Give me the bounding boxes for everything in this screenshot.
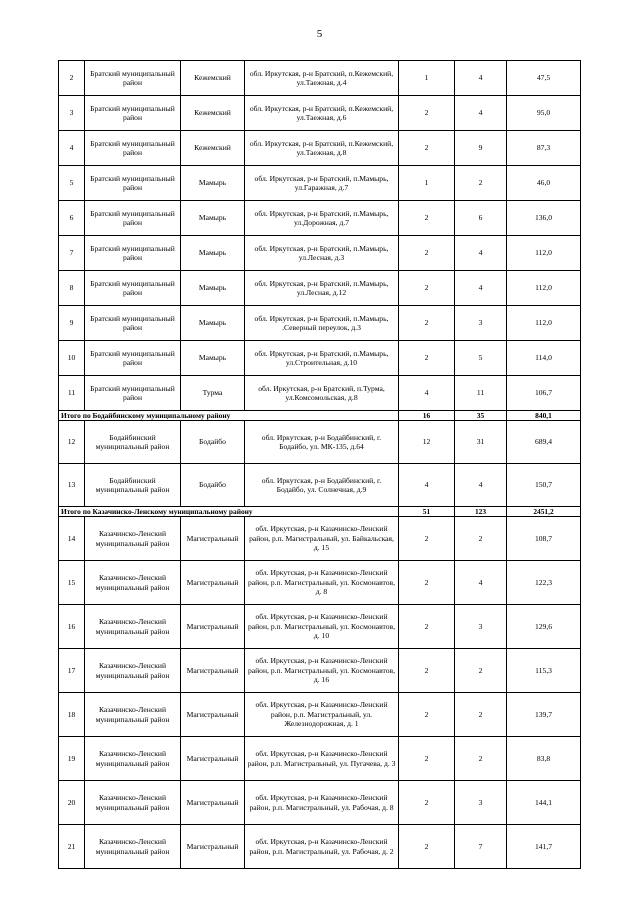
district-cell: Бодайбинский муниципальный район <box>85 421 181 464</box>
residents-count-cell: 31 <box>455 421 507 464</box>
table-body <box>59 61 581 869</box>
table-row <box>59 271 581 306</box>
row-number-cell: 15 <box>59 561 85 605</box>
table-row <box>59 421 581 464</box>
apartments-count-cell: 12 <box>399 421 455 464</box>
residents-count-cell: 2 <box>455 693 507 737</box>
address-cell: обл. Иркутская, р-н Братский, п.Кежемский, ул.Таежная, д.4 <box>245 61 399 96</box>
residents-count-cell: 3 <box>455 306 507 341</box>
apartments-count-cell: 1 <box>399 61 455 96</box>
area-cell: 129,6 <box>507 605 581 649</box>
address-cell: обл. Иркутская, р-н Бодайбинский, г. Бодайбо, ул. Солнечная, д.9 <box>245 464 399 507</box>
residents-count-cell: 3 <box>455 781 507 825</box>
table-row <box>59 96 581 131</box>
residents-count-cell: 9 <box>455 131 507 166</box>
residents-count-cell: 2 <box>455 166 507 201</box>
address-cell: обл. Иркутская, р-н Казачинско-Ленский район, р.п. Магистральный, ул. Железнодорожная, д. 1 <box>245 693 399 737</box>
apartments-count-cell: 2 <box>399 341 455 376</box>
area-cell: 112,0 <box>507 306 581 341</box>
row-number-cell: 20 <box>59 781 85 825</box>
district-cell: Братский муниципальный район <box>85 341 181 376</box>
address-cell: обл. Иркутская, р-н Братский, п.Турма, ул.Комсомольская, д.8 <box>245 376 399 411</box>
address-cell: обл. Иркутская, р-н Братский, п.Мамырь, ул.Лесная, д.12 <box>245 271 399 306</box>
settlement-cell: Магистральный <box>181 781 245 825</box>
area-cell: 139,7 <box>507 693 581 737</box>
row-number-cell: 18 <box>59 693 85 737</box>
settlement-cell: Магистральный <box>181 649 245 693</box>
area-cell: 150,7 <box>507 464 581 507</box>
table-row <box>59 693 581 737</box>
residents-count-cell: 6 <box>455 201 507 236</box>
table-row <box>59 341 581 376</box>
residents-count-cell: 2 <box>455 517 507 561</box>
settlement-cell: Мамырь <box>181 271 245 306</box>
address-cell: обл. Иркутская, р-н Казачинско-Ленский район, р.п. Магистральный, ул. Пугачева, д. 3 <box>245 737 399 781</box>
area-cell: 114,0 <box>507 341 581 376</box>
table-row <box>59 781 581 825</box>
address-cell: обл. Иркутская, р-н Казачинско-Ленский район, р.п. Магистральный, ул. Рабочая, д. 8 <box>245 781 399 825</box>
row-number-cell: 13 <box>59 464 85 507</box>
settlement-cell: Магистральный <box>181 561 245 605</box>
row-number-cell: 10 <box>59 341 85 376</box>
settlement-cell: Мамырь <box>181 236 245 271</box>
address-cell: обл. Иркутская, р-н Казачинско-Ленский район, р.п. Магистральный, ул. Рабочая, д. 2 <box>245 825 399 869</box>
apartments-count-cell: 2 <box>399 825 455 869</box>
total-residents-cell: 35 <box>455 411 507 421</box>
settlement-cell: Магистральный <box>181 693 245 737</box>
apartments-count-cell: 2 <box>399 271 455 306</box>
table-row <box>59 166 581 201</box>
table-row <box>59 61 581 96</box>
settlement-cell: Магистральный <box>181 825 245 869</box>
address-cell: обл. Иркутская, р-н Братский, п.Мамырь, ул.Гаражная, д.7 <box>245 166 399 201</box>
apartments-count-cell: 2 <box>399 517 455 561</box>
settlement-cell: Бодайбо <box>181 464 245 507</box>
area-cell: 83,8 <box>507 737 581 781</box>
total-residents-cell: 123 <box>455 507 507 517</box>
apartments-count-cell: 4 <box>399 376 455 411</box>
residents-count-cell: 4 <box>455 236 507 271</box>
row-number-cell: 7 <box>59 236 85 271</box>
district-cell: Казачинско-Ленский муниципальный район <box>85 737 181 781</box>
address-cell: обл. Иркутская, р-н Братский, п.Мамырь, ул.Лесная, д.3 <box>245 236 399 271</box>
row-number-cell: 5 <box>59 166 85 201</box>
table-row <box>59 464 581 507</box>
apartments-count-cell: 2 <box>399 236 455 271</box>
apartments-count-cell: 2 <box>399 737 455 781</box>
table-row <box>59 201 581 236</box>
district-cell: Казачинско-Ленский муниципальный район <box>85 781 181 825</box>
settlement-cell: Магистральный <box>181 517 245 561</box>
residents-count-cell: 4 <box>455 61 507 96</box>
district-cell: Казачинско-Ленский муниципальный район <box>85 605 181 649</box>
apartments-count-cell: 2 <box>399 306 455 341</box>
settlement-cell: Магистральный <box>181 605 245 649</box>
apartments-count-cell: 2 <box>399 781 455 825</box>
apartments-count-cell: 4 <box>399 464 455 507</box>
district-cell: Братский муниципальный район <box>85 166 181 201</box>
district-cell: Братский муниципальный район <box>85 201 181 236</box>
table-row <box>59 561 581 605</box>
total-apartments-cell: 51 <box>399 507 455 517</box>
address-cell: обл. Иркутская, р-н Братский, п.Кежемский, ул.Таежная, д.8 <box>245 131 399 166</box>
district-cell: Братский муниципальный район <box>85 131 181 166</box>
area-cell: 122,3 <box>507 561 581 605</box>
row-number-cell: 21 <box>59 825 85 869</box>
settlement-cell: Бодайбо <box>181 421 245 464</box>
total-area-cell: 2451,2 <box>507 507 581 517</box>
total-area-cell: 840,1 <box>507 411 581 421</box>
address-cell: обл. Иркутская, р-н Бодайбинский, г. Бодайбо, ул. МК-135, д.64 <box>245 421 399 464</box>
table-row <box>59 131 581 166</box>
table-row <box>59 737 581 781</box>
address-cell: обл. Иркутская, р-н Казачинско-Ленский район, р.п. Магистральный, ул. Космонавтов, д. 16 <box>245 649 399 693</box>
row-number-cell: 6 <box>59 201 85 236</box>
district-cell: Братский муниципальный район <box>85 376 181 411</box>
area-cell: 144,1 <box>507 781 581 825</box>
table-row <box>59 376 581 411</box>
table-row <box>59 517 581 561</box>
district-cell: Казачинско-Ленский муниципальный район <box>85 693 181 737</box>
district-cell: Братский муниципальный район <box>85 96 181 131</box>
residents-count-cell: 5 <box>455 341 507 376</box>
address-cell: обл. Иркутская, р-н Казачинско-Ленский район, р.п. Магистральный, ул. Космонавтов, д. 8 <box>245 561 399 605</box>
address-cell: обл. Иркутская, р-н Братский, п.Кежемский, ул.Таежная, д.6 <box>245 96 399 131</box>
row-number-cell: 14 <box>59 517 85 561</box>
settlement-cell: Мамырь <box>181 166 245 201</box>
apartments-count-cell: 2 <box>399 605 455 649</box>
area-cell: 47,5 <box>507 61 581 96</box>
row-number-cell: 2 <box>59 61 85 96</box>
address-cell: обл. Иркутская, р-н Братский, п.Мамырь, ул.Строительная, д.10 <box>245 341 399 376</box>
page-number: 5 <box>316 28 323 40</box>
district-cell: Казачинско-Ленский муниципальный район <box>85 649 181 693</box>
settlement-cell: Кежемский <box>181 131 245 166</box>
district-cell: Братский муниципальный район <box>85 306 181 341</box>
district-cell: Братский муниципальный район <box>85 271 181 306</box>
settlement-cell: Мамырь <box>181 306 245 341</box>
area-cell: 689,4 <box>507 421 581 464</box>
address-cell: обл. Иркутская, р-н Братский, п.Мамырь, ул.Дорожная, д.7 <box>245 201 399 236</box>
area-cell: 112,0 <box>507 271 581 306</box>
address-cell: обл. Иркутская, р-н Казачинско-Ленский район, р.п. Магистральный, ул. Байкальская, д. 15 <box>245 517 399 561</box>
residents-count-cell: 4 <box>455 96 507 131</box>
total-label: Итого по Казачинско-Ленскому муниципальному району <box>59 507 399 517</box>
row-number-cell: 9 <box>59 306 85 341</box>
area-cell: 112,0 <box>507 236 581 271</box>
settlement-cell: Мамырь <box>181 341 245 376</box>
apartments-count-cell: 2 <box>399 693 455 737</box>
area-cell: 95,0 <box>507 96 581 131</box>
address-cell: обл. Иркутская, р-н Казачинско-Ленский район, р.п. Магистральный, ул. Космонавтов, д. 10 <box>245 605 399 649</box>
apartments-count-cell: 2 <box>399 561 455 605</box>
total-row <box>59 507 581 517</box>
row-number-cell: 4 <box>59 131 85 166</box>
area-cell: 46,0 <box>507 166 581 201</box>
housing-registry-table <box>58 60 581 869</box>
row-number-cell: 12 <box>59 421 85 464</box>
apartments-count-cell: 2 <box>399 201 455 236</box>
row-number-cell: 3 <box>59 96 85 131</box>
residents-count-cell: 2 <box>455 649 507 693</box>
address-cell: обл. Иркутская, р-н Братский, п.Мамырь, .Северный переулок, д.3 <box>245 306 399 341</box>
apartments-count-cell: 2 <box>399 649 455 693</box>
area-cell: 108,7 <box>507 517 581 561</box>
row-number-cell: 11 <box>59 376 85 411</box>
residents-count-cell: 4 <box>455 561 507 605</box>
table-row <box>59 236 581 271</box>
district-cell: Братский муниципальный район <box>85 61 181 96</box>
table-row <box>59 649 581 693</box>
residents-count-cell: 4 <box>455 271 507 306</box>
residents-count-cell: 11 <box>455 376 507 411</box>
area-cell: 87,3 <box>507 131 581 166</box>
settlement-cell: Кежемский <box>181 96 245 131</box>
apartments-count-cell: 2 <box>399 131 455 166</box>
table-row <box>59 306 581 341</box>
area-cell: 115,3 <box>507 649 581 693</box>
area-cell: 106,7 <box>507 376 581 411</box>
row-number-cell: 16 <box>59 605 85 649</box>
total-label: Итого по Бодайбинскому муниципальному району <box>59 411 399 421</box>
table-row <box>59 825 581 869</box>
residents-count-cell: 7 <box>455 825 507 869</box>
district-cell: Бодайбинский муниципальный район <box>85 464 181 507</box>
district-cell: Казачинско-Ленский муниципальный район <box>85 517 181 561</box>
row-number-cell: 17 <box>59 649 85 693</box>
district-cell: Братский муниципальный район <box>85 236 181 271</box>
district-cell: Казачинско-Ленский муниципальный район <box>85 825 181 869</box>
settlement-cell: Мамырь <box>181 201 245 236</box>
apartments-count-cell: 1 <box>399 166 455 201</box>
row-number-cell: 8 <box>59 271 85 306</box>
residents-count-cell: 4 <box>455 464 507 507</box>
residents-count-cell: 3 <box>455 605 507 649</box>
row-number-cell: 19 <box>59 737 85 781</box>
area-cell: 141,7 <box>507 825 581 869</box>
settlement-cell: Турма <box>181 376 245 411</box>
total-row <box>59 411 581 421</box>
total-apartments-cell: 16 <box>399 411 455 421</box>
area-cell: 136,0 <box>507 201 581 236</box>
residents-count-cell: 2 <box>455 737 507 781</box>
settlement-cell: Кежемский <box>181 61 245 96</box>
settlement-cell: Магистральный <box>181 737 245 781</box>
table-row <box>59 605 581 649</box>
district-cell: Казачинско-Ленский муниципальный район <box>85 561 181 605</box>
apartments-count-cell: 2 <box>399 96 455 131</box>
